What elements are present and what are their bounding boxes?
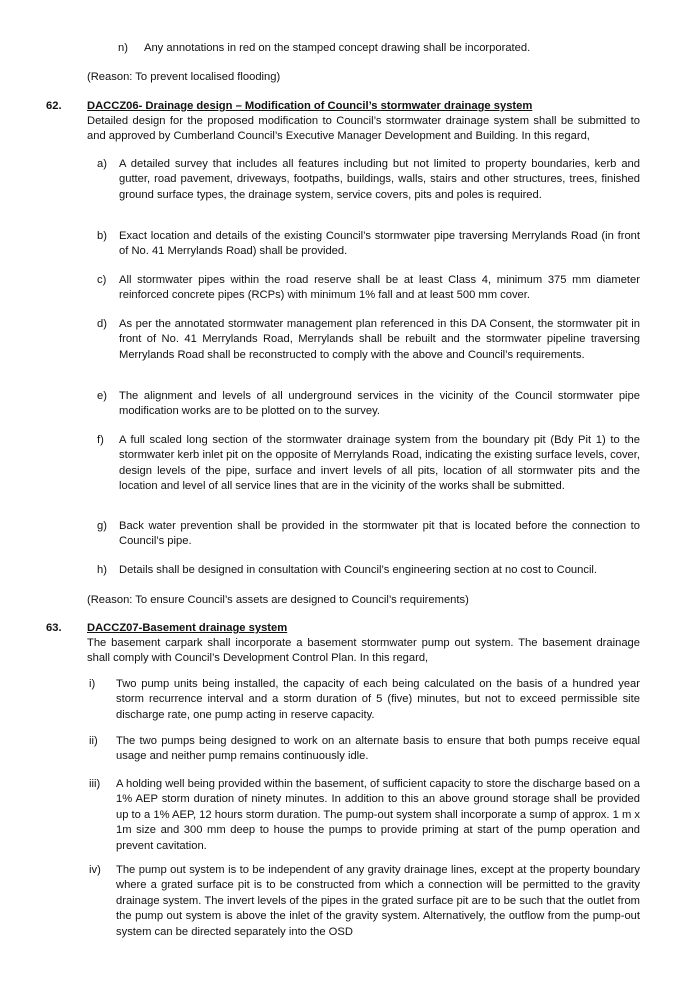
item-marker: d) (97, 318, 107, 330)
item-marker: iv) (89, 864, 101, 876)
item-text: A full scaled long section of the stormwater drainage system from the boundary pit (Bdy Pit 1) to the stormwater kerb inlet pit on the opposite of Merrylands Road, indicating the existing surface levels, cover, design levels of the pipe, surface and invert levels of all pits, location of all stormwater pits and the location and level of all service lines that are in the vicinity of the works shall be submitted. (119, 434, 640, 493)
condition-number: 62. (46, 100, 62, 112)
item-marker: g) (97, 520, 107, 532)
item-marker: e) (97, 390, 107, 402)
item-marker: n) (118, 42, 128, 54)
item-text: Details shall be designed in consultation with Council’s engineering section at no cost to Council. (119, 564, 598, 576)
item-text: Any annotations in red on the stamped concept drawing shall be incorporated. (144, 42, 531, 54)
item-text: As per the annotated stormwater management plan referenced in this DA Consent, the stormwater pit in front of No. 41 Merrylands Road, Merrylands shall be rebuilt and the stormwater pipeline traversing Merrylands Road shall be reconstructed to comply with the above and Council’s requirements. (119, 318, 640, 361)
condition-title: DACCZ06- Drainage design – Modification of Council’s stormwater drainage system (87, 100, 533, 112)
item-text: The alignment and levels of all underground services in the vicinity of the Council stormwater pipe modification works are to be plotted on to the survey. (119, 390, 640, 418)
condition-intro: The basement carpark shall incorporate a basement stormwater pump out system. The basement drainage shall comply with Council’s Development Control Plan. In this regard, (87, 637, 640, 665)
item-text: Two pump units being installed, the capacity of each being calculated on the basis of a hundred year storm recurrence interval and a storm duration of 5 (five) minutes, but not to exceed permissible site discharge rate, one pump acting in reserve capacity. (116, 678, 640, 721)
item-marker: iii) (89, 778, 101, 790)
reason-text: (Reason: To ensure Council’s assets are designed to Council’s requirements) (87, 594, 469, 606)
condition-number: 63. (46, 622, 62, 634)
item-marker: f) (97, 434, 104, 446)
condition-intro: Detailed design for the proposed modification to Council’s stormwater drainage system shall be submitted to and approved by Cumberland Council’s Executive Manager Development and Building. In this regard, (87, 115, 640, 143)
item-text: A detailed survey that includes all features including but not limited to property boundaries, kerb and gutter, road pavement, driveways, footpaths, buildings, walls, stairs and other structures, trees, finished ground surface types, the drainage system, service covers, pits and poles is required. (119, 158, 640, 201)
reason-text: (Reason: To prevent localised flooding) (87, 71, 281, 83)
item-marker: h) (97, 564, 107, 576)
item-marker: a) (97, 158, 107, 170)
condition-title: DACCZ07-Basement drainage system (87, 622, 288, 634)
item-marker: b) (97, 230, 107, 242)
item-text: Exact location and details of the existing Council’s stormwater pipe traversing Merrylands Road (in front of No. 41 Merrylands Road) shall be provided. (119, 230, 640, 258)
item-marker: c) (97, 274, 107, 286)
item-text: All stormwater pipes within the road reserve shall be at least Class 4, minimum 375 mm diameter reinforced concrete pipes (RCPs) with minimum 1% fall and at least 500 mm cover. (119, 274, 640, 302)
item-marker: ii) (89, 735, 98, 747)
item-text: The pump out system is to be independent of any gravity drainage lines, except at the property boundary where a grated surface pit is to be constructed from which a connection will be permitted to the gravity drainage system. The invert levels of the pipes in the grated surface pit are to be such that the outlet from the pump out system is above the inlet of the gravity system. Alternatively, the outflow from the pump-out system can be directed separately into the OSD (116, 864, 640, 938)
item-text: The two pumps being designed to work on an alternate basis to ensure that both pumps receive equal usage and neither pump remains continuously idle. (116, 735, 640, 763)
item-text: A holding well being provided within the basement, of sufficient capacity to store the discharge based on a 1% AEP storm duration of ninety minutes. In addition to this an above ground storage shall be provided up to a 1% AEP, 12 hours storm duration. The pump-out system shall incorporate a sump of approx. 1 m x 1m size and 300 mm deep to house the pumps to provide priming at start of the pump operation and prevent cavitation. (116, 778, 640, 852)
item-marker: i) (89, 678, 96, 690)
item-text: Back water prevention shall be provided in the stormwater pit that is located before the connection to Council’s pipe. (119, 520, 640, 548)
